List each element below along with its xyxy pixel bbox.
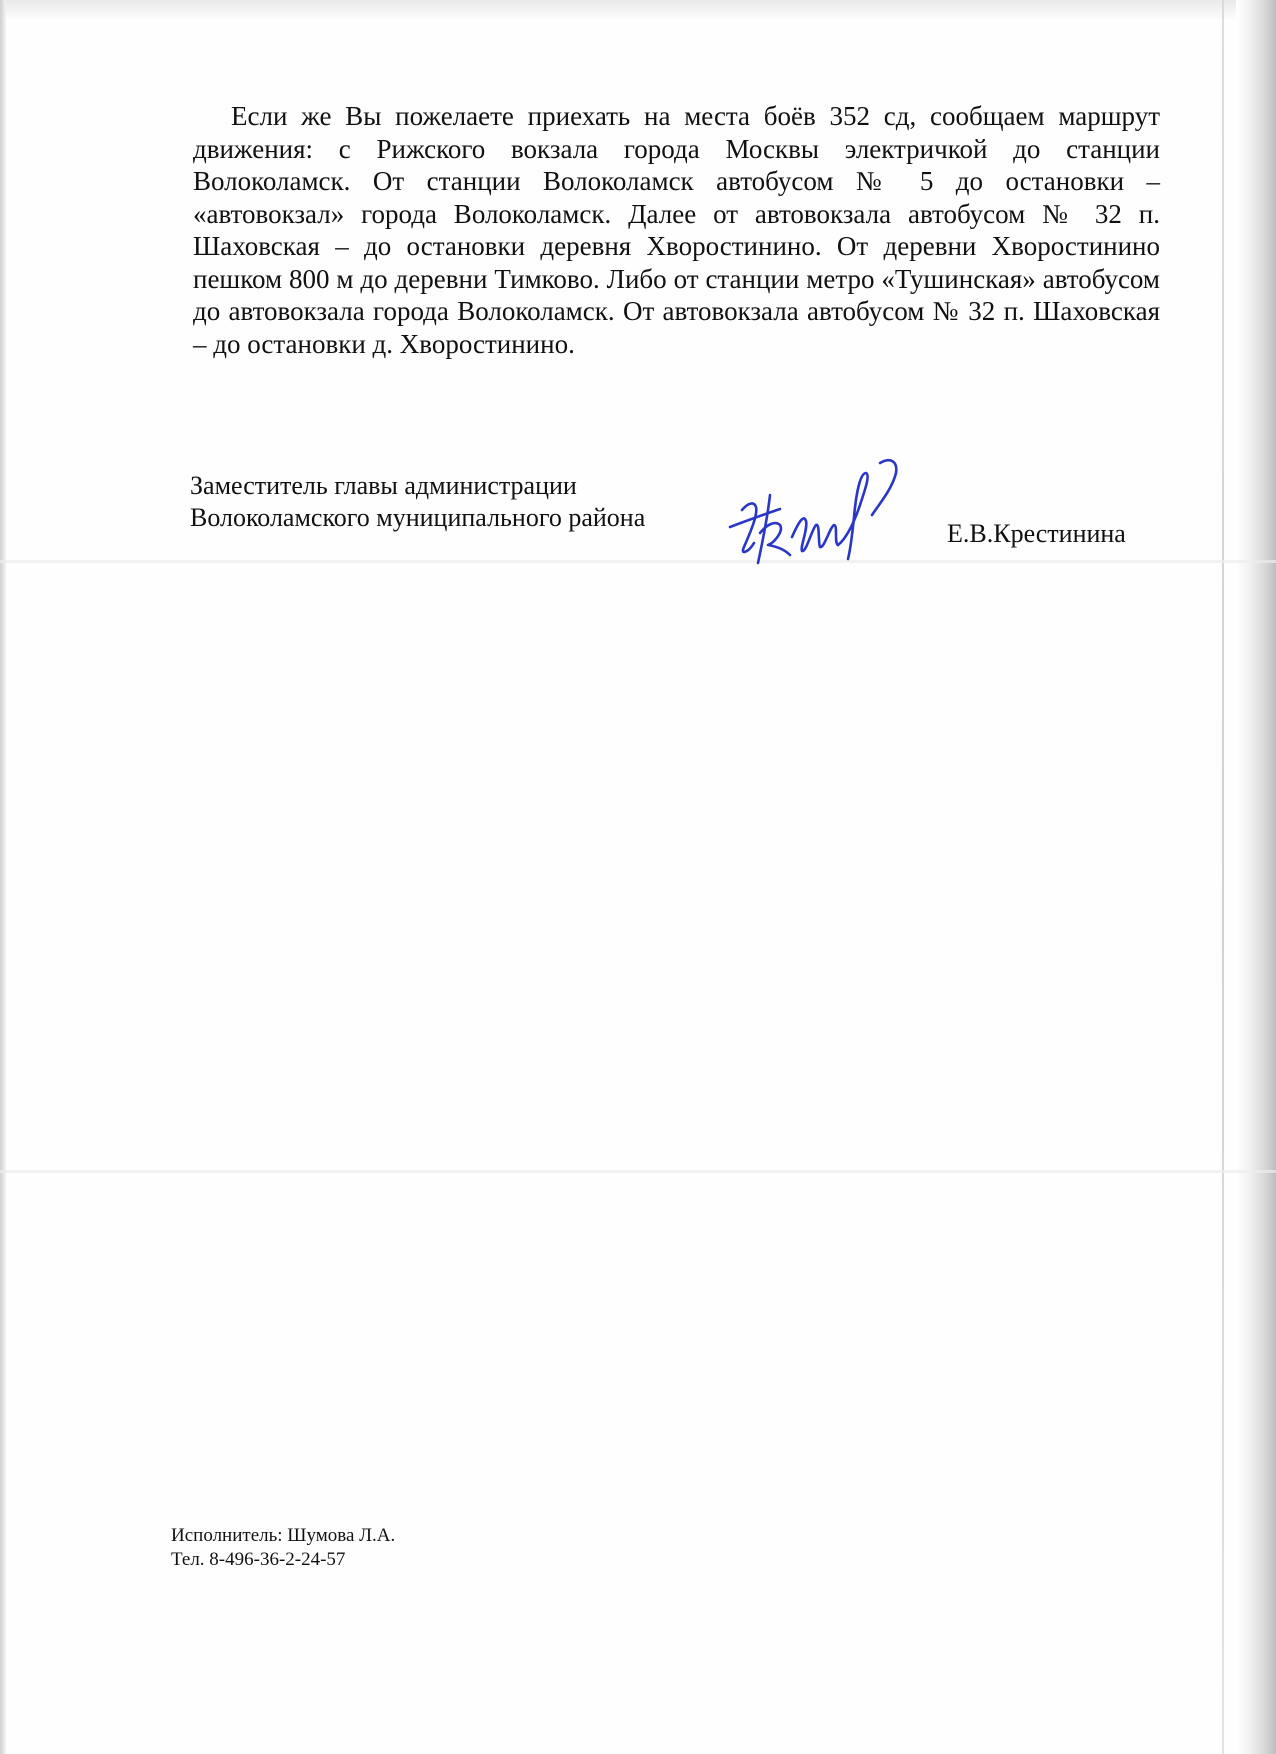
signature-stroke — [742, 503, 756, 551]
signature-stroke — [838, 473, 868, 559]
signer-position-line-2: Волоколамского муниципального района — [190, 503, 646, 532]
scan-top-shadow — [0, 0, 1276, 22]
scan-left-shadow — [0, 0, 6, 1754]
signer-position-line-1: Заместитель главы администрации — [190, 471, 577, 500]
signature-stroke — [792, 518, 838, 551]
signature-stroke — [872, 460, 896, 515]
scan-fold-line — [0, 560, 1276, 563]
executor-name: Исполнитель: Шумова Л.А. — [171, 1525, 396, 1546]
scan-fold-line — [0, 1170, 1276, 1173]
executor-phone: Тел. 8-496-36-2-24-57 — [171, 1549, 346, 1570]
scan-right-line — [1222, 0, 1224, 1754]
signer-position — [190, 470, 645, 534]
signer-name: Е.В.Крестинина — [947, 519, 1126, 548]
signature-stroke — [758, 495, 790, 563]
letter-body-paragraph: Если же Вы пожелаете приехать на места боёв 352 сд, сообщаем маршрут движения: с Рижского вокзала города Москвы электричкой до станции Волоколамск. От станции Волоколамск автобусом № 5 до остановки – «автовокзал» города Волоколамск. Далее от автовокзала автобусом № 32 п. Шаховская – до остановки деревня Хворостинино. От деревни Хворостинино пешком 800 м до деревни Тимково. Либо от станции метро «Тушинская» автобусом до автовокзала города Волоколамск. От автовокзала автобусом № 32 п. Шаховская – до остановки д. Хворостинино. — [193, 101, 1160, 359]
executor-info — [171, 1524, 395, 1572]
scan-right-shadow — [1236, 0, 1276, 1754]
handwritten-signature — [720, 455, 910, 580]
